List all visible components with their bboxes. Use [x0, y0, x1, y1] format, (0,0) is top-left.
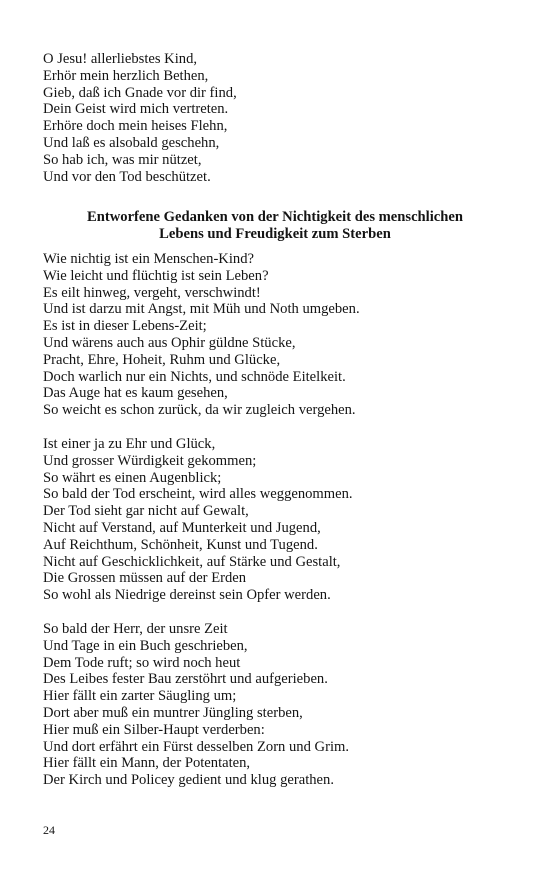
heading-line: Lebens und Freudigkeit zum Sterben [159, 226, 391, 242]
verse-line: So währt es einen Augenblick; [43, 469, 222, 486]
verse-line: Wie nichtig ist ein Menschen-Kind? [43, 251, 254, 267]
verse-line: Hier fällt ein zarter Säugling um; [43, 688, 237, 705]
verse-line: Nicht auf Verstand, auf Munterkeit und Jugend, [43, 519, 321, 536]
page-number: 24 [43, 823, 55, 837]
verse-line: Dein Geist wird mich vertreten. [43, 101, 229, 118]
verse-line: Erhöre doch mein heises Flehn, [43, 118, 228, 135]
poem-stanza-4 [43, 621, 513, 789]
verse-line: Doch warlich nur ein Nichts, und schnöde Eitelkeit. [43, 368, 346, 385]
verse-line: So hab ich, was mir nützet, [43, 151, 202, 168]
poem-stanza-2 [43, 251, 513, 419]
heading-line: Entworfene Gedanken von der Nichtigkeit des menschlichen [87, 209, 463, 225]
verse-line: So bald der Tod erscheint, wird alles weggenommen. [43, 486, 353, 503]
verse-line: Hier fällt ein Mann, der Potentaten, [43, 755, 251, 772]
poem-stanza-1 [43, 51, 513, 185]
verse-line: Der Tod sieht gar nicht auf Gewalt, [43, 503, 249, 520]
verse-line: O Jesu! allerliebstes Kind, [43, 51, 198, 67]
verse-line: Und grosser Würdigkeit gekommen; [43, 452, 257, 469]
verse-line: Und wärens auch aus Ophir güldne Stücke, [43, 334, 296, 351]
verse-line: Und vor den Tod beschützet. [43, 168, 211, 185]
verse-line: Wie leicht und flüchtig ist sein Leben? [43, 267, 269, 284]
verse-line: Und dort erfährt ein Fürst desselben Zorn und Grim. [43, 738, 349, 755]
verse-line: So bald der Herr, der unsre Zeit [43, 621, 228, 637]
verse-line: Das Auge hat es kaum gesehen, [43, 385, 228, 402]
verse-line: Erhör mein herzlich Bethen, [43, 67, 209, 84]
verse-line: Die Grossen müssen auf der Erden [43, 570, 247, 587]
verse-line: Ist einer ja zu Ehr und Glück, [43, 436, 216, 452]
poem-heading [30, 209, 520, 243]
verse-line: Dem Tode ruft; so wird noch heut [43, 654, 241, 671]
verse-line: Es ist in dieser Lebens-Zeit; [43, 318, 207, 335]
verse-line: So wohl als Niedrige dereinst sein Opfer werden. [43, 587, 331, 604]
verse-line: Der Kirch und Policey gedient und klug gerathen. [43, 772, 334, 789]
verse-line: Des Leibes fester Bau zerstöhrt und aufgerieben. [43, 671, 328, 688]
verse-line: Dort aber muß ein muntrer Jüngling sterben, [43, 704, 303, 721]
verse-line: Und ist darzu mit Angst, mit Müh und Noth umgeben. [43, 301, 360, 318]
verse-line: Und Tage in ein Buch geschrieben, [43, 637, 248, 654]
verse-line: So weicht es schon zurück, da wir zugleich vergehen. [43, 402, 356, 419]
verse-line: Hier muß ein Silber-Haupt verderben: [43, 721, 265, 738]
verse-line: Pracht, Ehre, Hoheit, Ruhm und Glücke, [43, 351, 281, 368]
verse-line: Gieb, daß ich Gnade vor dir find, [43, 84, 237, 101]
poem-stanza-3 [43, 436, 513, 604]
verse-line: Es eilt hinweg, vergeht, verschwindt! [43, 284, 261, 301]
verse-line: Nicht auf Geschicklichkeit, auf Stärke und Gestalt, [43, 553, 341, 570]
verse-line: Auf Reichthum, Schönheit, Kunst und Tugend. [43, 536, 318, 553]
verse-line: Und laß es alsobald geschehn, [43, 134, 220, 151]
